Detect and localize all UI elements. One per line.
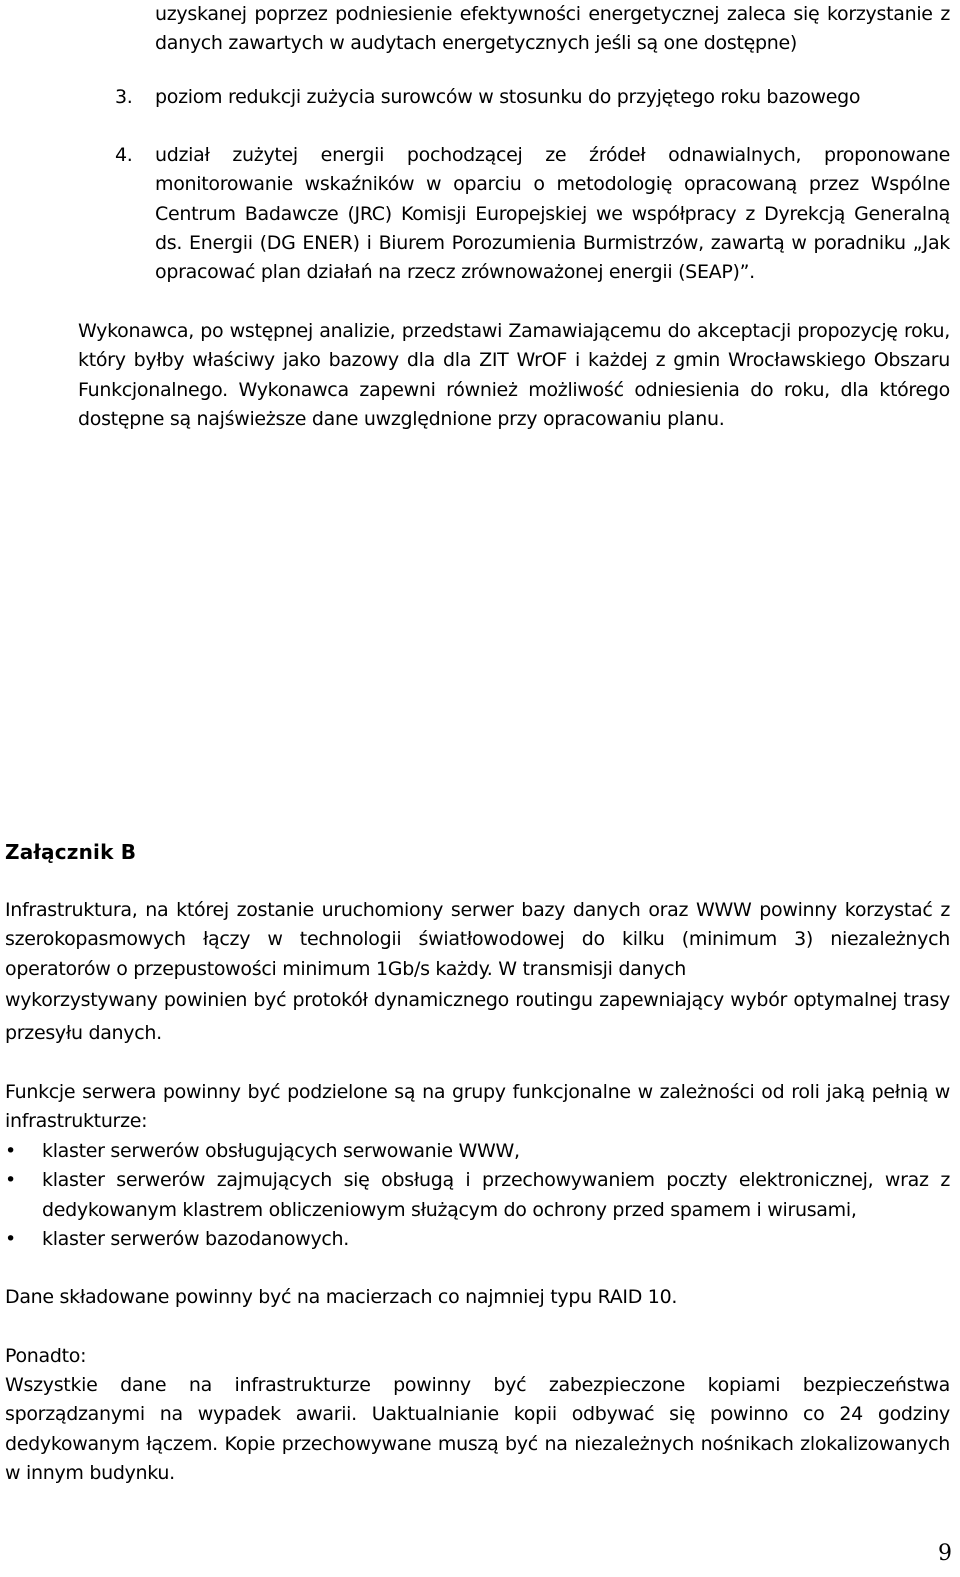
- bullet-text: klaster serwerów bazodanowych.: [42, 1227, 350, 1250]
- list-number: 3.: [115, 86, 133, 108]
- paragraph-raid: Dane składowane powinny być na macierzach co najmniej typu RAID 10.: [5, 1286, 678, 1308]
- list-item: [115, 141, 950, 287]
- paragraph-infrastructure-part-2: wykorzystywany powinien być protokół dynamicznego routingu zapewniający wybór optymalnej trasy przesyłu danych.: [5, 988, 950, 1044]
- bullet-item: [5, 1225, 950, 1254]
- ponadto-label: Ponadto:: [5, 1345, 87, 1367]
- bullet-icon: •: [5, 1140, 16, 1162]
- list-item: [115, 83, 950, 112]
- paragraph-base-year: Wykonawca, po wstępnej analizie, przedstawi Zamawiającemu do akceptacji propozycję roku, który byłby właściwy jako bazowy dla dla ZIT WrOF i każdej z gmin Wrocławskiego Obszaru Funkcjonalnego. Wykonawca zapewni również możliwość odniesienia do roku, dla którego dostępne są najświeższe dane uwzględnione przy opracowaniu planu.: [78, 320, 950, 430]
- bullet-icon: •: [5, 1227, 16, 1250]
- bullet-text: klaster serwerów zajmujących się obsługą i przechowywaniem poczty elektronicznej, wraz z dedykowanym klastrem obliczeniowym służącym do ochrony przed spamem i wirusami,: [42, 1169, 950, 1221]
- paragraph-server-functions: Funkcje serwera powinny być podzielone są na grupy funkcjonalne w zależności od roli jaką pełnią w infrastrukturze:: [5, 1081, 950, 1133]
- page-number: 9: [938, 1541, 952, 1566]
- list-number: 4.: [115, 144, 133, 166]
- bullet-icon: •: [5, 1169, 16, 1192]
- bullet-list: [5, 1137, 950, 1254]
- list-item-text: poziom redukcji zużycia surowców w stosunku do przyjętego roku bazowego: [155, 86, 861, 108]
- paragraph-infrastructure-part-1: Infrastruktura, na której zostanie uruchomiony serwer bazy danych oraz WWW powinny korzystać z szerokopasmowych łączy w technologii światłowodowej do kilku (minimum 3) niezależnych operatorów o przepustowości minimum 1Gb/s każdy. W transmisji danych: [5, 899, 950, 980]
- bullet-text: klaster serwerów obsługujących serwowanie WWW,: [42, 1140, 520, 1162]
- paragraph-backups: Wszystkie dane na infrastrukturze powinny być zabezpieczone kopiami bezpieczeństwa sporządzanymi na wypadek awarii. Uaktualnianie kopii odbywać się powinno co 24 godziny dedykowanym łączem. Kopie przechowywane muszą być na niezależnych nośnikach zlokalizowanych w innym budynku.: [5, 1374, 950, 1484]
- bullet-item: [5, 1137, 950, 1166]
- section-heading: Załącznik B: [5, 840, 137, 864]
- continuation-text: uzyskanej poprzez podniesienie efektywności energetycznej zaleca się korzystanie z danych zawartych w audytach energetycznych jeśli są one dostępne): [155, 3, 950, 55]
- list-item-text: udział zużytej energii pochodzącej ze źródeł odnawialnych, proponowane monitorowanie wskaźników w oparciu o metodologię opracowaną przez Wspólne Centrum Badawcze (JRC) Komisji Europejskiej we współpracy z Dyrekcją Generalną ds. Energii (DG ENER) i Biurem Porozumienia Burmistrzów, zawartą w poradniku „Jak opracować plan działań na rzecz zrównoważonej energii (SEAP)”.: [155, 144, 950, 284]
- bullet-item: [5, 1166, 950, 1225]
- paragraph-infrastructure: [5, 896, 950, 1050]
